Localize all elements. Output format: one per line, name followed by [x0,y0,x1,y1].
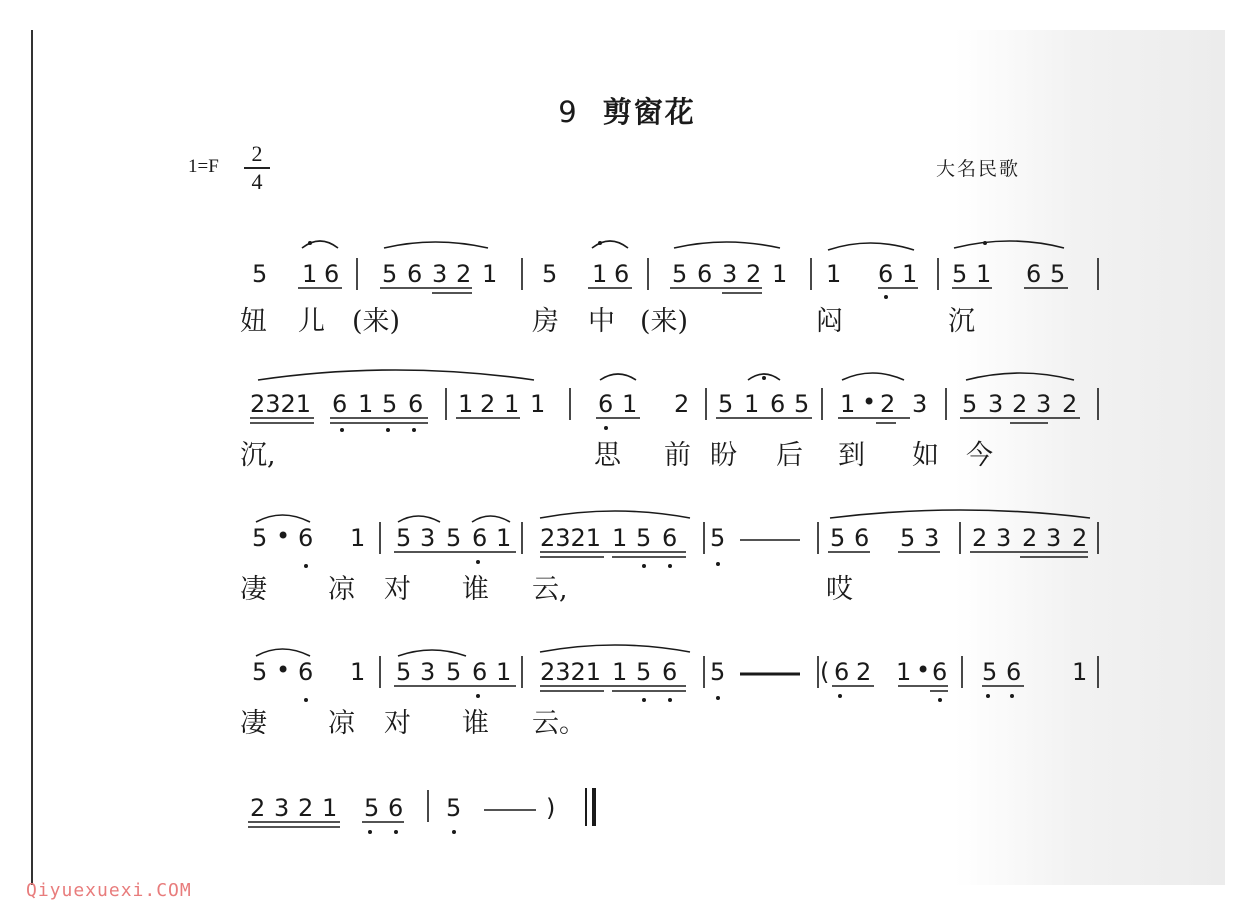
note: 1 [496,524,512,552]
slur [256,515,310,522]
slur [384,242,488,248]
note: 3 [996,524,1012,552]
note: 1 [358,390,374,418]
note: • [862,388,877,416]
note: 2 [674,390,690,418]
key-signature: 1=F [188,156,219,177]
lyric: 凉 [328,574,355,605]
lyric: 今 [966,440,993,471]
note: 5 [446,658,462,686]
row-2-notes [250,388,1077,418]
note: 1 [504,390,520,418]
note: 5 [710,524,726,552]
lyric: 云, [532,574,568,605]
note: 3 [912,390,928,418]
note: 2 [480,390,496,418]
lyric: 盼 [710,440,737,471]
note: 1 [1072,658,1088,686]
slur [674,242,780,248]
note: 5 [446,794,462,822]
note: 5 [794,390,810,418]
lyric: 妞 [240,306,267,337]
note: 5 [252,260,268,288]
note: 2321 [250,390,312,418]
slur [256,649,310,656]
note: 2321 [540,524,602,552]
note: 1 [826,260,842,288]
note: 5 [396,658,412,686]
note: 6 [878,260,894,288]
lyric: 哎 [826,574,853,605]
note: 5 [364,794,380,822]
note: 5 [710,658,726,686]
note: 6 [662,524,678,552]
note: 5 [982,658,998,686]
note: 6 [1026,260,1042,288]
note: 5 [718,390,734,418]
low-dot [394,830,398,834]
note: 6 [662,658,678,686]
note: 5 [636,524,652,552]
note: 6 [697,260,713,288]
slur [592,241,628,248]
note: 2 [250,794,266,822]
note: 5 [636,658,652,686]
note: 6 [614,260,630,288]
note: 1 [612,658,628,686]
note: 5 [672,260,688,288]
low-dot [986,694,990,698]
note: 6 [472,524,488,552]
note: 2 [856,658,872,686]
lyric: 云。 [532,708,586,739]
note: 1 [896,658,912,686]
note: 1 [302,260,318,288]
slur [830,510,1090,518]
note: 6 [388,794,404,822]
note: 6 [834,658,850,686]
note: 1 [482,260,498,288]
low-dot [838,694,842,698]
lyric: 儿 [298,306,325,337]
lyric: 谁 [462,708,489,739]
note: 5 [382,260,398,288]
slur [966,373,1074,380]
note: ( [820,658,830,686]
slur [842,373,904,380]
low-dot [716,562,720,566]
low-dot [340,428,344,432]
lyric: 中 [588,306,615,337]
note: 6 [324,260,340,288]
slur [540,511,690,518]
note: 6 [298,658,314,686]
note: 1 [840,390,856,418]
note: • [276,656,291,684]
note: 2 [1072,524,1088,552]
note: 2 [298,794,314,822]
note: 6 [854,524,870,552]
note: 3 [420,658,436,686]
high-dot [762,376,766,380]
lyric: 凄 [240,708,267,739]
low-dot [668,564,672,568]
row-4-lyrics [240,708,586,739]
low-dot [938,698,942,702]
low-dot [452,830,456,834]
slur [302,241,338,248]
note: 3 [274,794,290,822]
lyric: 对 [384,708,411,739]
note: 1 [612,524,628,552]
note: 1 [530,390,546,418]
note: 1 [976,260,992,288]
note: 6 [408,390,424,418]
low-dot [476,560,480,564]
lyric: 对 [384,574,411,605]
low-dot [642,564,646,568]
note: 2 [880,390,896,418]
slur [472,516,510,522]
row-2-lyrics [240,440,993,471]
note: 5 [252,524,268,552]
lyric: 前 [664,440,691,471]
lyric: 闷 [816,306,843,337]
low-dot [716,696,720,700]
low-dot [412,428,416,432]
note: 1 [458,390,474,418]
lyric: 沉 [948,306,975,337]
note: 2 [1062,390,1078,418]
note: 5 [446,524,462,552]
slur [600,374,636,380]
lyric: (来) [640,306,689,337]
lyric: 凉 [328,708,355,739]
low-dot [386,428,390,432]
note: 1 [622,390,638,418]
lyric: 房 [532,306,559,337]
slur [954,241,1064,248]
note: • [916,656,931,684]
meter-top: 2 [251,141,263,166]
watermark-text: Qiyuexuexi.COM [26,880,192,901]
note: 3 [722,260,738,288]
note: 1 [902,260,918,288]
lyric: 沉, [240,440,276,471]
note: 5 [962,390,978,418]
lyric: 后 [776,440,803,471]
row-3-lyrics [240,574,853,605]
note: 6 [1006,658,1022,686]
note: 3 [1036,390,1052,418]
song-credit: 大名民歌 [936,158,1021,180]
lyric: 到 [838,440,865,471]
row-1-notes [252,260,1065,288]
low-dot [368,830,372,834]
note: 1 [772,260,788,288]
note: 2 [746,260,762,288]
note: 3 [988,390,1004,418]
note: 5 [396,524,412,552]
high-dot [983,241,987,245]
note: 2 [972,524,988,552]
note: 1 [350,524,366,552]
note: 1 [744,390,760,418]
note: 6 [332,390,348,418]
note: 1 [592,260,608,288]
note: ) [546,794,556,822]
low-dot [884,295,888,299]
meter-bottom: 4 [251,168,263,194]
note: 5 [542,260,558,288]
row-3-notes [252,522,1087,552]
note: • [276,522,291,550]
lyric: 谁 [462,574,489,605]
low-dot [476,694,480,698]
high-dot [598,241,602,245]
note: 3 [432,260,448,288]
note: 6 [407,260,423,288]
note: 5 [952,260,968,288]
low-dot [668,698,672,702]
note: 6 [298,524,314,552]
note: 5 [1050,260,1066,288]
row-5-notes [250,794,555,822]
note: 6 [598,390,614,418]
lyric: 思 [594,440,621,471]
note: 3 [924,524,940,552]
row-1-lyrics [240,306,975,337]
low-dot [304,564,308,568]
note: 6 [472,658,488,686]
song-number: 9 [558,95,579,129]
low-dot [1010,694,1014,698]
note: 2 [456,260,472,288]
lyric: (来) [352,306,401,337]
low-dot [304,698,308,702]
slur [398,650,466,656]
note: 6 [770,390,786,418]
note: 5 [830,524,846,552]
low-dot [642,698,646,702]
low-dot [604,426,608,430]
high-dot [308,241,312,245]
lyric: 凄 [240,574,267,605]
note: 1 [496,658,512,686]
note: 5 [900,524,916,552]
slur [398,516,440,522]
slur [540,645,690,652]
note: 5 [252,658,268,686]
slur [258,370,534,380]
note: 6 [932,658,948,686]
note: 3 [420,524,436,552]
note: 5 [382,390,398,418]
note: 2321 [540,658,602,686]
lyric: 如 [912,440,939,471]
slur [828,243,914,250]
note: 1 [322,794,338,822]
note: 2 [1022,524,1038,552]
note: 3 [1046,524,1062,552]
note: 1 [350,658,366,686]
song-name: 剪窗花 [602,95,696,129]
note: 2 [1012,390,1028,418]
